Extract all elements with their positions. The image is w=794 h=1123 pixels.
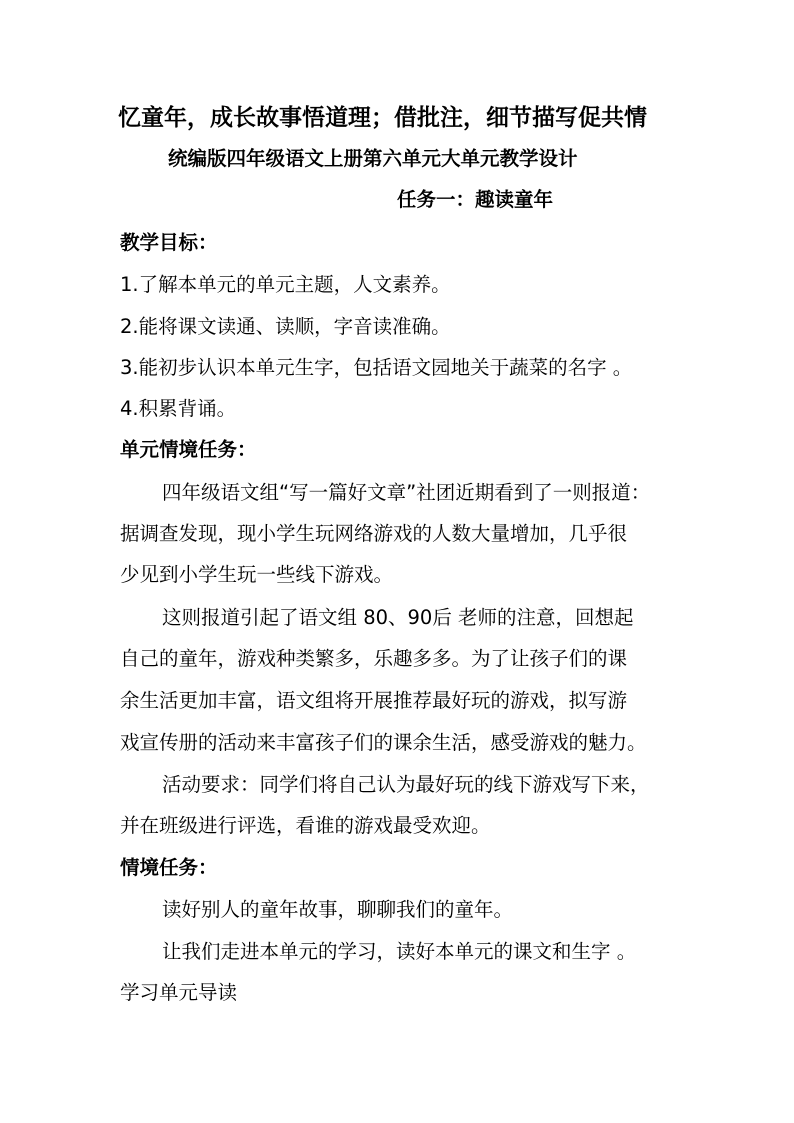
objective-item: 3.能初步认识本单元生字，包括语文园地关于蔬菜的名字 。 (120, 356, 633, 379)
document-title: 忆童年，成长故事悟道理；借批注，细节描写促共情 (118, 105, 647, 131)
unit-guide-line: 学习单元导读 (120, 981, 238, 1004)
unit-task-heading: 单元情境任务： (120, 438, 257, 461)
task-title: 任务一：趣读童年 (397, 188, 554, 211)
unit-task-paragraph-line: 并在班级进行评选，看谁的游戏最受欢迎。 (120, 814, 491, 837)
unit-task-paragraph-line: 据调查发现，现小学生玩网络游戏的人数大量增加，几乎很 (120, 522, 628, 545)
objective-item: 1.了解本单元的单元主题，人文素养。 (120, 273, 451, 296)
unit-task-paragraph-line: 四年级语文组“写一篇好文章”社团近期看到了一则报道： (162, 481, 651, 504)
situation-heading: 情境任务： (120, 856, 218, 879)
objectives-heading: 教学目标： (120, 231, 218, 254)
unit-task-paragraph-line: 戏宣传册的活动来丰富孩子们的课余生活，感受游戏的魅力。 (120, 731, 647, 754)
objective-item: 4.积累背诵。 (120, 397, 237, 420)
unit-task-paragraph-line: 少见到小学生玩一些线下游戏。 (120, 563, 394, 586)
situation-line: 读好别人的童年故事，聊聊我们的童年。 (162, 898, 514, 921)
situation-line: 让我们走进本单元的学习，读好本单元的课文和生字 。 (162, 940, 637, 963)
document-subtitle: 统编版四年级语文上册第六单元大单元教学设计 (168, 147, 578, 170)
unit-task-paragraph-line: 这则报道引起了语文组 80、90后 老师的注意，回想起 (162, 606, 634, 629)
objective-item: 2.能将课文读通、读顺，字音读准确。 (120, 315, 451, 338)
unit-task-paragraph-line: 余生活更加丰富，语文组将开展推荐最好玩的游戏，拟写游 (120, 689, 628, 712)
unit-task-paragraph-line: 自己的童年，游戏种类繁多，乐趣多多。为了让孩子们的课 (120, 647, 628, 670)
unit-task-paragraph-line: 活动要求：同学们将自己认为最好玩的线下游戏写下来， (162, 773, 650, 796)
